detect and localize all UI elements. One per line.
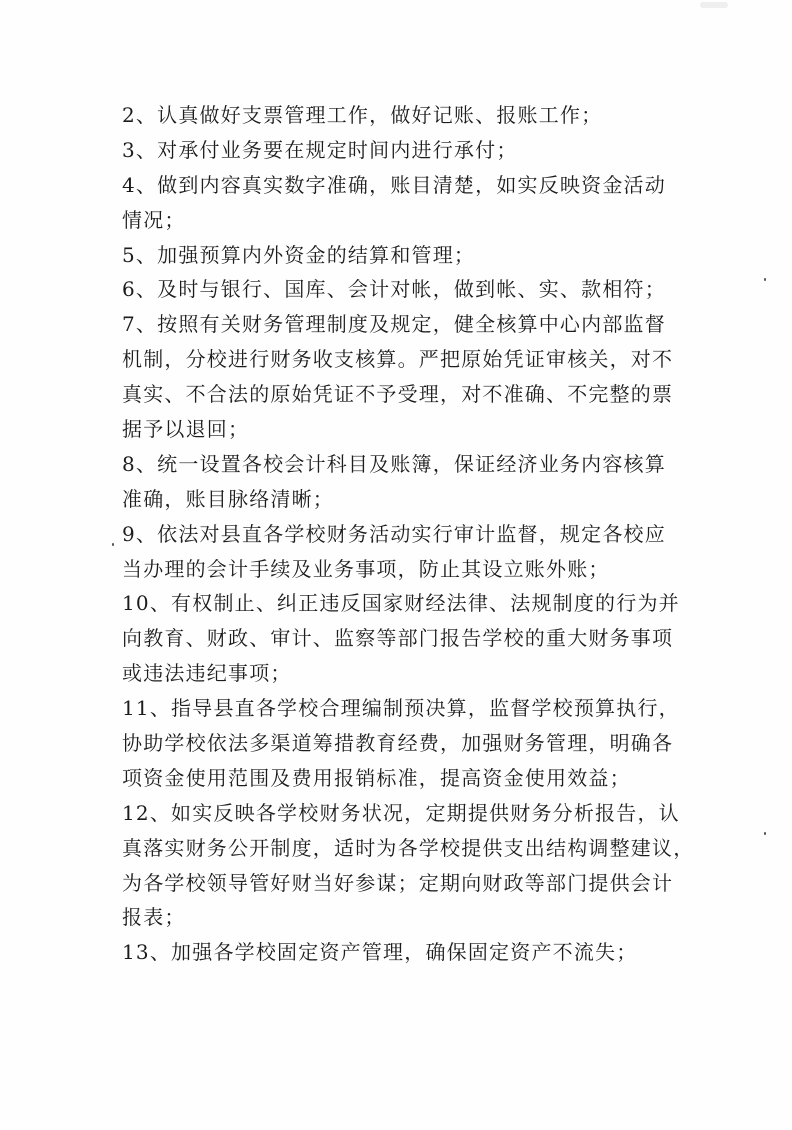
text-line: 12、如实反映各学校财务状况，定期提供财务分析报告，认 [122,800,680,825]
text-line: 10、有权制止、纠正违反国家财经法律、法规制度的行为并 [122,591,680,616]
text-line: 6、及时与银行、国库、会计对帐，做到帐、实、款相符； [122,277,666,302]
text-line: 据予以退回； [122,417,250,442]
text-line: 真落实财务公开制度，适时为各学校提供支出结构调整建议， [122,835,695,860]
text-line: 报表； [122,905,186,930]
scan-speck [764,832,766,835]
text-line: 向教育、财政、审计、监察等部门报告学校的重大财务事项 [122,626,674,651]
text-line: 4、做到内容真实数字准确，账目清楚，如实反映资金活动 [122,172,666,197]
text-line: 机制，分校进行财务收支核算。严把原始凭证审核关，对不 [122,347,674,372]
text-line: 7、按照有关财务管理制度及规定，健全核算中心内部监督 [122,312,666,337]
text-line: 准确，账目脉络清晰； [122,486,334,511]
text-line: 情况； [122,207,186,232]
text-line: 3、对承付业务要在规定时间内进行承付； [122,137,518,162]
text-line: 2、认真做好支票管理工作，做好记账、报账工作； [122,103,603,127]
scan-smudge [700,2,728,8]
text-line: 真实、不合法的原始凭证不予受理，对不准确、不完整的票 [122,382,674,407]
document-body [122,98,695,970]
text-line: 协助学校依法多渠道筹措教育经费，加强财务管理，明确各 [122,731,674,756]
text-line: 5、加强预算内外资金的结算和管理； [122,242,476,267]
text-line: 8、统一设置各校会计科目及账簿，保证经济业务内容核算 [122,451,666,476]
text-line: 11、指导县直各学校合理编制预决算，监督学校预算执行， [122,696,680,721]
text-line: 为各学校领导管好财当好参谋；定期向财政等部门提供会计 [122,870,674,895]
text-line: 或违法违纪事项； [122,661,292,686]
text-line: 9、依法对县直各学校财务活动实行审计监督，规定各校应 [122,521,666,546]
scan-speck [112,543,114,546]
text-line: 项资金使用范围及费用报销标准，提高资金使用效益； [122,765,631,790]
text-line: 13、加强各学校固定资产管理，确保固定资产不流失； [122,940,638,965]
scan-speck [764,278,766,281]
text-line: 当办理的会计手续及业务事项，防止其设立账外账； [122,556,610,581]
